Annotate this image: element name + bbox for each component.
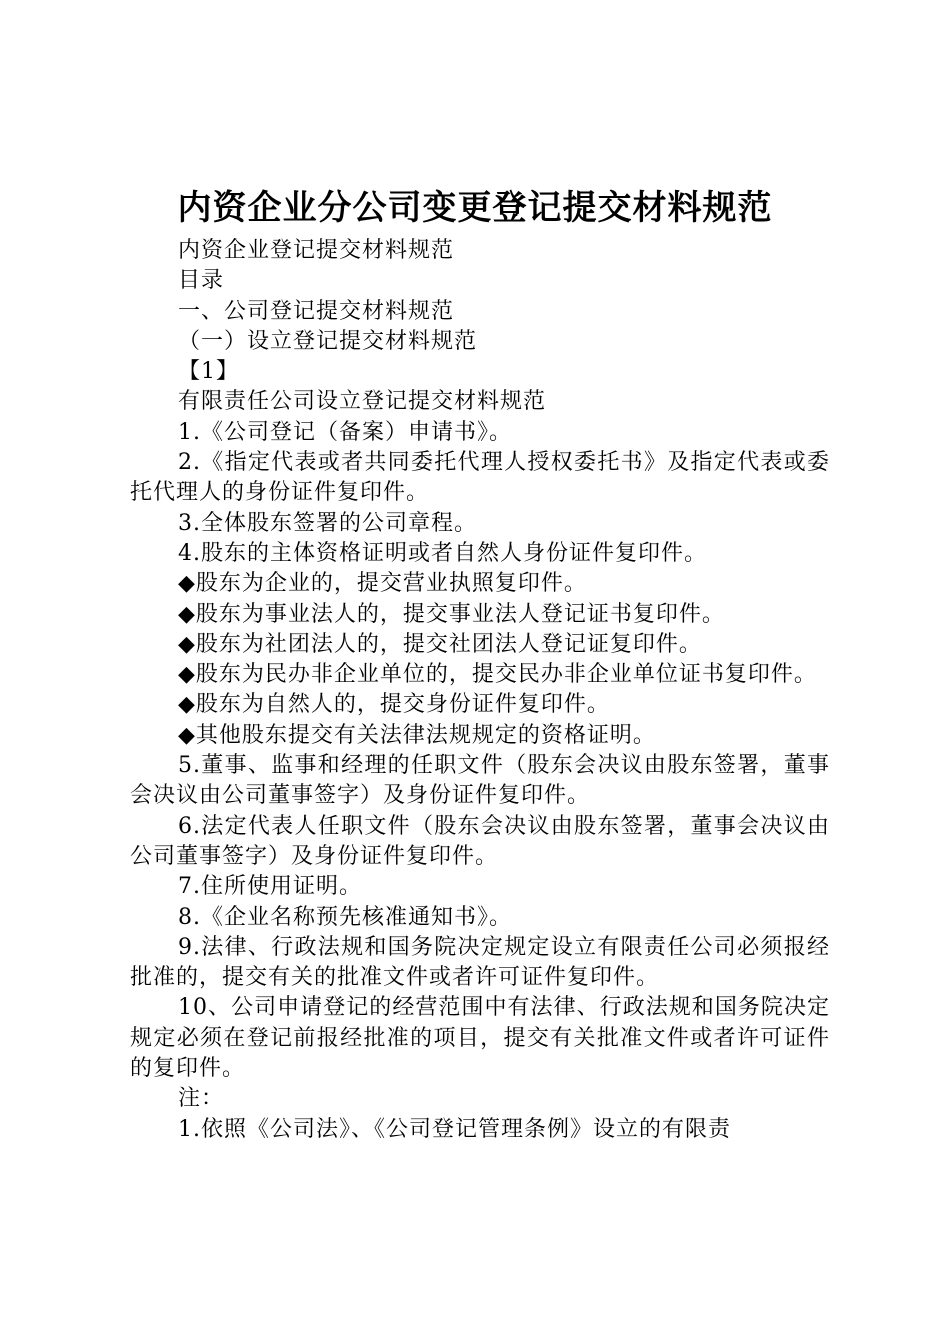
paragraph-list-item: 10、公司申请登记的经营范围中有法律、行政法规和国务院决定规定必须在登记前报经批准的项目，提交有关批准文件或者许可证件的复印件。	[130, 995, 830, 1082]
paragraph-list-item: 1.《公司登记（备案）申请书》。	[178, 419, 512, 445]
paragraph-bullet-item: ◆股东为企业的，提交营业执照复印件。	[178, 571, 587, 597]
paragraph-toc-heading: 目录	[178, 268, 225, 294]
paragraph-bullet-item: ◆股东为自然人的，提交身份证件复印件。	[178, 692, 610, 718]
paragraph-list-item: 4.股东的主体资格证明或者自然人身份证件复印件。	[178, 540, 707, 566]
paragraph-note-heading: 注：	[178, 1086, 225, 1112]
paragraph-subtitle: 内资企业登记提交材料规范	[178, 238, 455, 263]
paragraph-list-item: 7.住所使用证明。	[178, 874, 362, 900]
paragraph-list-item: 3.全体股东签署的公司章程。	[178, 510, 477, 536]
paragraph-bullet-item: ◆股东为事业法人的，提交事业法人登记证书复印件。	[178, 601, 725, 627]
document-title: 内资企业分公司变更登记提交材料规范	[177, 188, 773, 228]
paragraph-list-item: 8.《企业名称预先核准通知书》。	[178, 904, 512, 930]
paragraph-note-item: 1.依照《公司法》、《公司登记管理条例》设立的有限责	[178, 1116, 731, 1142]
paragraph-subsection-heading: （一）设立登记提交材料规范	[178, 328, 478, 354]
document-body	[130, 236, 830, 1145]
paragraph-item-heading: 有限责任公司设立登记提交材料规范	[178, 389, 547, 415]
paragraph-bullet-item: ◆股东为民办非企业单位的，提交民办非企业单位证书复印件。	[178, 662, 817, 688]
paragraph-list-item: 6.法定代表人任职文件（股东会决议由股东签署，董事会决议由公司董事签字）及身份证件复印件。	[130, 813, 830, 869]
paragraph-list-item: 2.《指定代表或者共同委托代理人授权委托书》及指定代表或委托代理人的身份证件复印件。	[130, 450, 830, 506]
paragraph-bullet-item: ◆股东为社团法人的，提交社团法人登记证复印件。	[178, 631, 702, 657]
paragraph-section-heading: 一、公司登记提交材料规范	[178, 298, 455, 324]
paragraph-item-marker: 【1】	[178, 359, 239, 385]
paragraph-bullet-item: ◆其他股东提交有关法律法规规定的资格证明。	[178, 722, 656, 748]
paragraph-list-item: 5.董事、监事和经理的任职文件（股东会决议由股东签署，董事会决议由公司董事签字）及身份证件复印件。	[130, 753, 830, 809]
paragraph-list-item: 9.法律、行政法规和国务院决定规定设立有限责任公司必须报经批准的，提交有关的批准文件或者许可证件复印件。	[130, 934, 830, 991]
